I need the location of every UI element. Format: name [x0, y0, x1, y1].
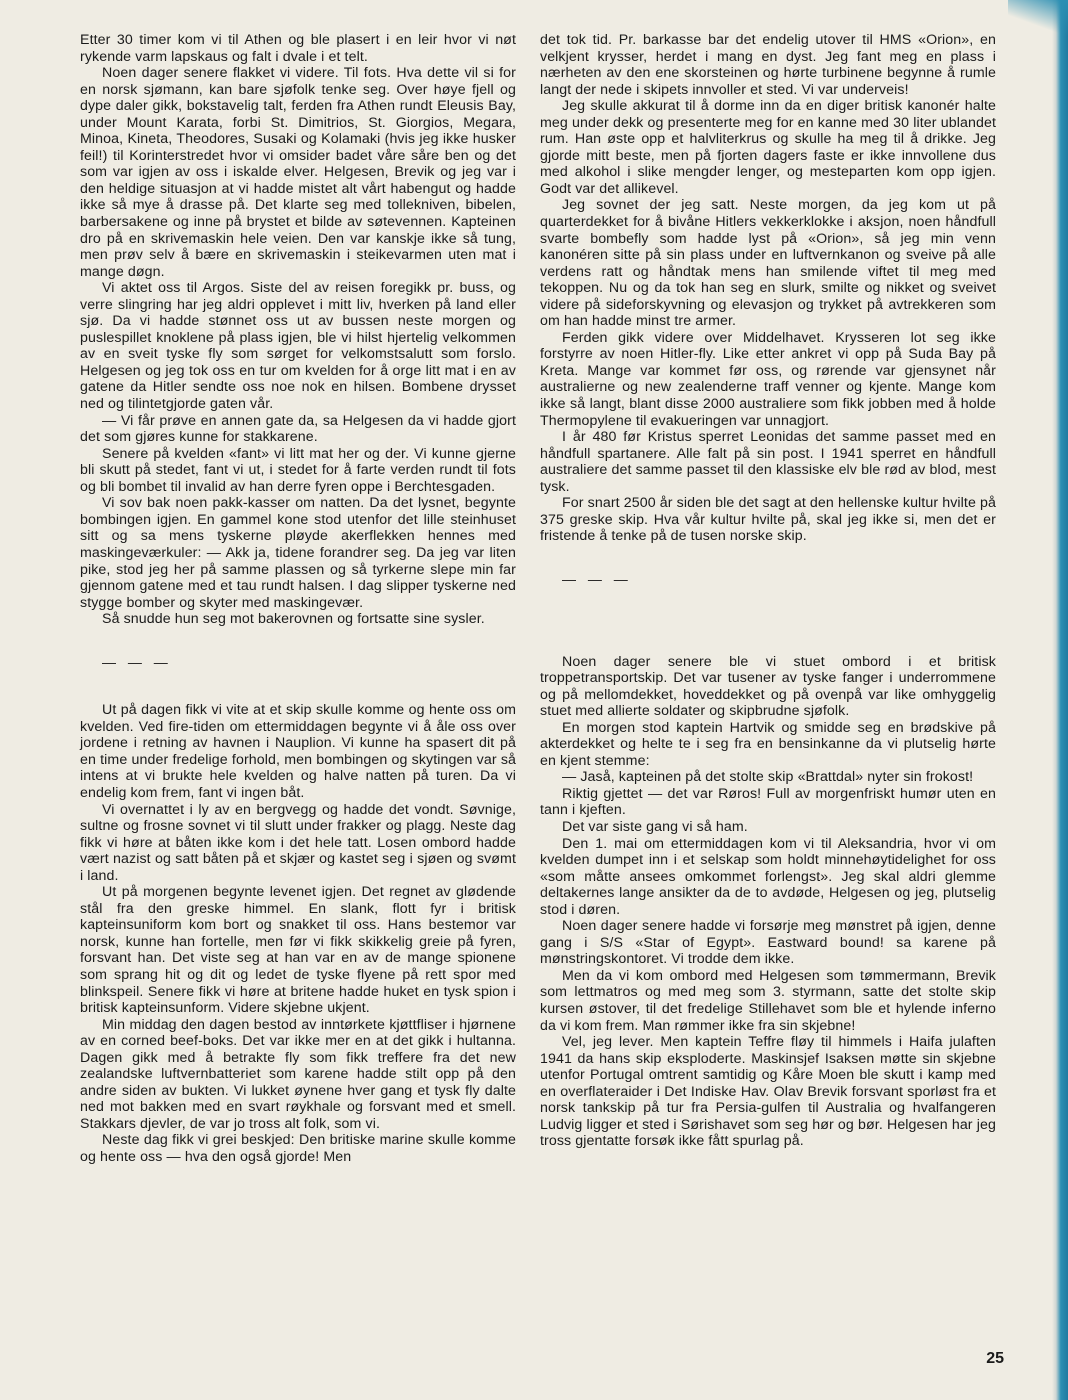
paragraph: Vel, jeg lever. Men kaptein Teffre fløy til himmels i Haifa julaften 1941 da hans skip eksploderte. Maskinsjef Isaksen møtte sin skjebne utenfor Portugal omtrent samtidig og Kåre Moen ble skutt i kamp med en overflateraider i Det Indiske Hav. Olav Brevik forsvant sporløst fra et norsk tankskip på tur fra Persia-gulfen til Australia og hvalfangeren Ludvig ligger et sted i Sørishavet som seg hør og bør. Helgesen har jeg tross gjentatte forsøk ikke fått spurlag på. — [540, 1034, 996, 1150]
paragraph: Noen dager senere ble vi stuet ombord i et britisk troppetransportskip. Det var tusener av tyske fanger i underrommene og på mellomdekket, hoveddekket og på ovenpå var like omhyggelig stuet med allierte soldater og skipbrudne sjøfolk. — [540, 653, 996, 720]
paragraph: Jeg skulle akkurat til å dorme inn da en diger britisk kanonér halte meg under dekk og presenterte meg for en kanne med 30 liter ublandet rum. Han øste opp et halvliterkrus og skulle ha meg til å drikke. Jeg gjorde mitt beste, men på fjorten dagers faste er ikke innvollene dus med alkohol i slike mengder lenger, og mesteparten kom opp igjen. Godt var det allikevel. — [540, 98, 996, 197]
paragraph: I år 480 før Kristus sperret Leonidas det samme passet med en håndfull spartanere. Alle falt på sin post. I 1941 sperret en håndfull australiere det samme passet til den klassiske elv ble rød av blod, mest tysk. — [540, 429, 996, 495]
binding-edge-corner — [1008, 0, 1068, 40]
paragraph: Min middag den dagen bestod av inntørkete kjøttfliser i hjørnene av en corned beef-boks. Det var ikke mer en at det gikk i hultanna. Dagen gikk med å betrakte fly som fikk treffere fra det new zealandske luftvernbatteriet som karene hadde stilt opp på den andre siden av bukten. Vi lukket øynene hver gang et tysk fly dalte ned mot bakken med en svart røykhale og forsvant med et smell. Stakkars djevler, de var jo tross alt folk, som vi. — [80, 1016, 516, 1132]
paragraph: Ferden gikk videre over Middelhavet. Krysseren lot seg ikke forstyrre av noen Hitler-fly. Like etter ankret vi opp på Suda Bay på Kreta. Mange var kommet før oss, og rørende var gjensynet når australierne og new zealenderne traff venner og kjente. Mange kom ikke så langt, blant disse 2000 australiere som fikk jobben med å holde Thermopylene til evakueringen var unnagjort. — [540, 329, 996, 429]
paragraph: Noen dager senere hadde vi forsørje meg mønstret på igjen, denne gang i S/S «Star of Egypt». Eastward bound! sa karene på mønstringskontoret. Vi trodde dem ikke. — [540, 918, 996, 968]
section-divider: — — — — [102, 653, 172, 670]
paragraph: En morgen stod kaptein Hartvik og smidde seg en brødskive på akterdekket og helte te i seg fra en bensinkanne da vi plutselig hørte en kjent stemme: — [540, 719, 996, 769]
paragraph: Neste dag fikk vi grei beskjed: Den britiske marine skulle komme og hente oss — hva den også gjorde! Men — [80, 1132, 516, 1165]
section-divider: — — — — [562, 570, 632, 587]
paragraph: Etter 30 timer kom vi til Athen og ble plasert i en leir hvor vi nøt rykende varm lapskaus og falt i dvale i et telt. — [80, 32, 516, 65]
paragraph: Vi aktet oss til Argos. Siste del av reisen foregikk pr. buss, og verre slingring har jeg aldri opplevet i mitt liv, hverken på land eller sjø. Da vi hadde stønnet oss ut av bussen neste morgen og puslespillet knoklene på plass igjen, ble vi hilst hjertelig velkommen av en sveit tyske fly som sørget for velkomstsalutt som forslo. Helgesen og jeg tok oss en tur om kvelden for å orge litt mat i en av gatene da Hitler sendte oss noe nok en hilsen. Bombene drysset ned og tilintetgjorde gaten vår. — [80, 280, 516, 413]
paragraph: Ut på morgenen begynte levenet igjen. Det regnet av glødende stål fra den greske himmel. En slank, flott fyr i britisk kapteinsuniform kom bort og snakket til oss. Hans bestemor var norsk, kunne han fortelle, men før vi fikk skikkelig greie på fyren, forsvant han. Det viste seg at han var en av de mange spionene som sprang hit og dit og ledet de tyske flyene på rett spor med blinkspeil. Senere fikk vi høre at britene hadde huket en tysk spion i britisk kapteinsunform. Videre skjebne ukjent. — [80, 884, 516, 1017]
right-column — [540, 32, 996, 1150]
paragraph: Noen dager senere flakket vi videre. Til fots. Hva dette vil si for en norsk sjømann, kan bare sjøfolk tenke seg. Over høye fjell og dype daler gikk, bokstavelig talt, ferden fra Athen rundt Eleusis Bay, under Mount Karata, forbi St. Dimitrios, St. Giorgios, Megara, Minoa, Kineta, Theodores, Susaki og Kolamaki (hvis jeg ikke husker feil!) til Korinterstredet hvor vi omsider badet våre såre ben og det som var igjen av oss i iskalde elver. Helgesen, Brevik og jeg var i den heldige situasjon at vi hadde mistet alt vårt habengut og hadde ikke så mye å drasse på. Det klarte seg med tollekniven, bibelen, barbersakene og inne på brystet et bilde av søtevennen. Kapteinen dro på en skrivemaskin hele veien. Den var kanskje ikke så tung, men prøv selv å bære en skrivemaskin i steikevarmen uten mat i mange døgn. — [80, 65, 516, 280]
paragraph: For snart 2500 år siden ble det sagt at den hellenske kultur hvilte på 375 greske skip. Hva vår kultur hvilte på, skal jeg ikke si, men det er fristende å tenke på de tusen norske skip. — [540, 495, 996, 545]
paragraph: — Jaså, kapteinen på det stolte skip «Brattdal» nyter sin frokost! — [562, 769, 974, 786]
left-column — [80, 32, 516, 1166]
paragraph: Den 1. mai om ettermiddagen kom vi til Aleksandria, hvor vi om kvelden dumpet inn i et selskap som holdt minnehøytidelighet for oss «som måtte ansees omkommet forlengst». Jeg skal aldri glemme deltakernes lange ansikter da de to avdøde, Helgesen og jeg, plutselig stod i døren. — [540, 835, 996, 918]
paragraph: Riktig gjettet — det var Røros! Full av morgenfriskt humør uten en tann i kjeften. — [540, 785, 996, 819]
binding-edge — [1052, 0, 1068, 1400]
paragraph: det tok tid. Pr. barkasse bar det endelig utover til HMS «Orion», en velkjent krysser, herdet i mang en dyst. Jeg fant meg en plass i nærheten av den ene skorsteinen og hørte turbinene begynne å rumle langt der nede i skipets innvoller et sted. Vi var underveis! — [540, 32, 996, 98]
paragraph: Senere på kvelden «fant» vi litt mat her og der. Vi kunne gjerne bli skutt på stedet, fant vi ut, i stedet for å farte verden rundt til fots og bli bombet til invalid av han derre fyren oppe i Berchtesgaden. — [80, 445, 516, 495]
paragraph: Vi overnattet i ly av en bergvegg og hadde det vondt. Søvnige, sultne og frosne sovnet vi til slutt under frakker og plagg. Neste dag fikk vi høre at båten ikke kom i det hele tatt. Losen ombord hadde vært nazist og satt båten på et skjær og kastet seg i sjøen og svømt i land. — [80, 801, 516, 884]
paragraph: Det var siste gang vi så ham. — [562, 818, 748, 835]
paragraph: Men da vi kom ombord med Helgesen som tømmermann, Brevik som lettmatros og med meg som 3. styrmann, satte det stolte skip kursen østover, til det fredelige Stillehavet som ble et hylende inferno da vi kom frem. Man rømmer ikke fra sin skjebne! — [540, 967, 996, 1034]
page-number: 25 — [986, 1350, 1004, 1367]
paragraph: Vi sov bak noen pakk-kasser om natten. Da det lysnet, begynte bombingen igjen. En gammel kone stod utenfor det lille steinhuset sitt og sa mens tyskerne pløyde akerflekken hennes med maskingeværkuler: — Akk ja, tidene forandrer seg. Da jeg var liten pike, stod jeg her på samme plassen og så tyrkerne slepe min far gjennom gatene med et tau rundt halsen. I dag slipper tyskerne ned stygge bomber og skyter med maskingevær. — [80, 495, 516, 611]
paragraph: Ut på dagen fikk vi vite at et skip skulle komme og hente oss om kvelden. Ved fire-tiden om ettermiddagen begynte vi å åle oss over jordene i retning av havnen i Nauplion. Vi kunne ha spasert dit på en time under fredelige forhold, men bombingen og skytingen var så intens at vi brukte hele kvelden og halve natten på turen. Da vi endelig kom frem, fant vi ingen båt. — [80, 702, 516, 801]
paragraph: Så snudde hun seg mot bakerovnen og fortsatte sine sysler. — [102, 611, 485, 628]
paragraph: Jeg sovnet der jeg satt. Neste morgen, da jeg kom ut på quarterdekket for å bivåne Hitlers vekkerklokke i aksjon, noen håndfull svarte bombefly som hadde lyst på «Orion», så jeg min venn kanonéren sitte på sin plass under en luftvernkanon og sveive på alle verdens ratt og håndtak mens han smilende viftet til meg med tekoppen. Nu og da tok han seg en slurk, smilte og nikket og sveivet videre på sideforskyvning og elevasjon og trykket på avtrekkeren som om han hadde minst tre armer. — [540, 197, 996, 330]
paragraph: — Vi får prøve en annen gate da, sa Helgesen da vi hadde gjort det som gjøres kunne for stakkarene. — [80, 412, 516, 446]
